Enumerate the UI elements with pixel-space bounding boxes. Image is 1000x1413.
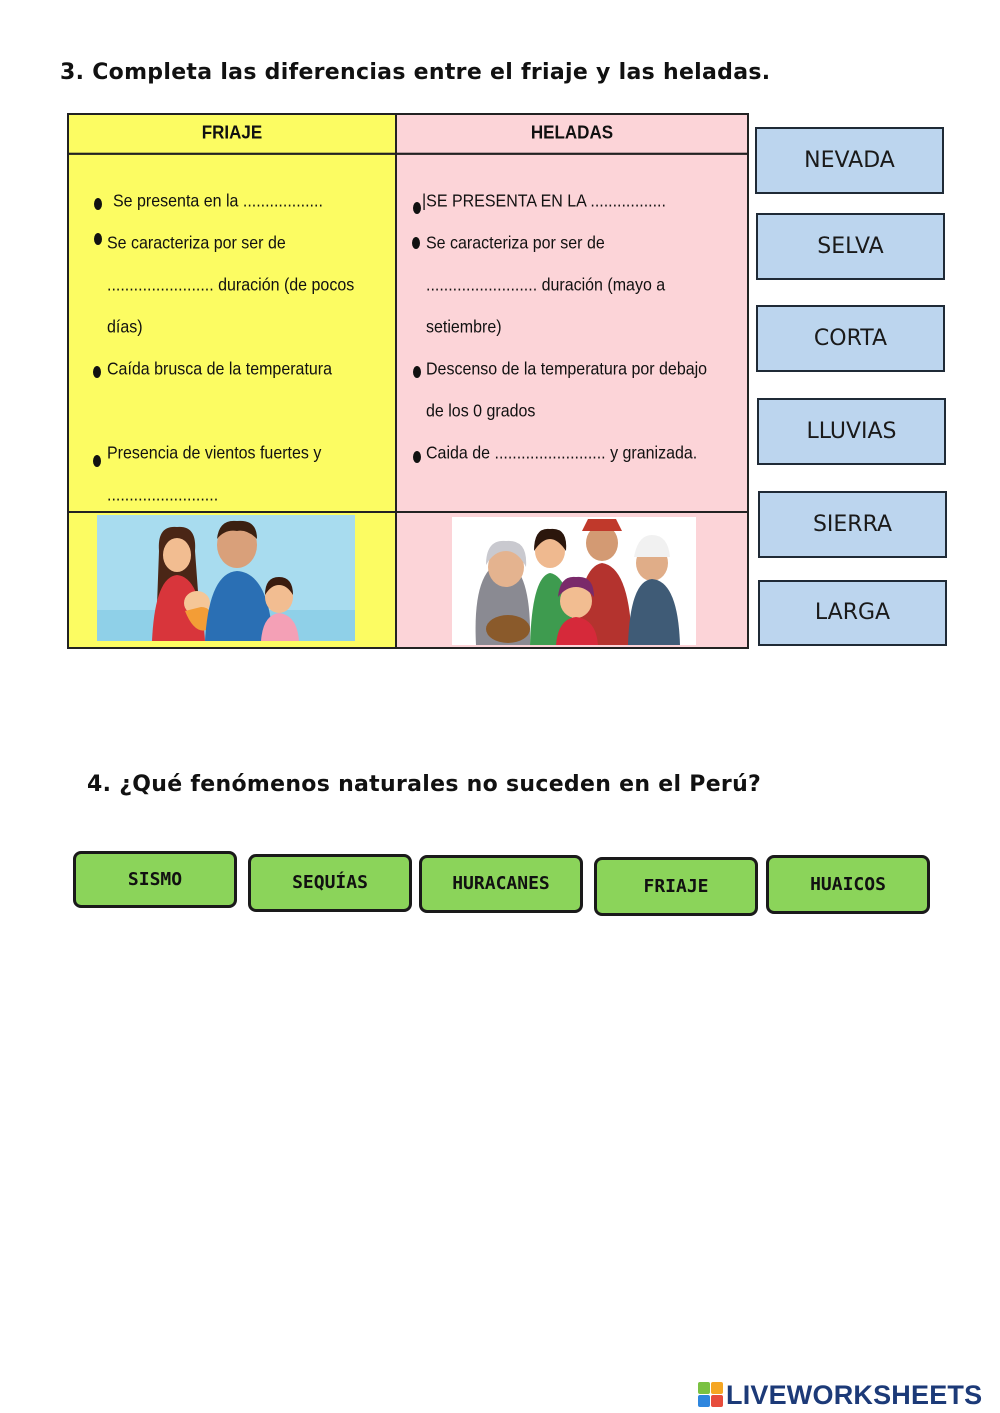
option-friaje[interactable]: FRIAJE (594, 857, 758, 916)
friaje-line: Se caracteriza por ser de (107, 234, 286, 253)
word-card-nevada[interactable]: NEVADA (755, 127, 944, 194)
friaje-line: ........................ duración (de pocos (107, 276, 355, 295)
option-huracanes[interactable]: HURACANES (419, 855, 583, 913)
friaje-column (69, 115, 397, 513)
brand-name: LIVEWORKSHEETS (726, 1379, 983, 1410)
heladas-line: |SE PRESENTA EN LA ................. (422, 192, 666, 211)
family-warm-illustration (97, 515, 355, 641)
bullet-icon (94, 198, 102, 210)
friaje-line: ......................... (107, 486, 219, 505)
option-sequias[interactable]: SEQUÍAS (248, 854, 412, 912)
heladas-line: ......................... duración (mayo a (426, 276, 666, 295)
bullet-icon (94, 233, 102, 245)
comparison-table (67, 113, 749, 649)
word-card-larga[interactable]: LARGA (758, 580, 947, 646)
word-card-sierra[interactable]: SIERRA (758, 491, 947, 558)
heladas-line: Descenso de la temperatura por debajo (426, 360, 708, 379)
bullet-icon (93, 366, 101, 378)
bullet-icon (412, 237, 420, 249)
heladas-line: Caida de ......................... y granizada. (426, 444, 698, 463)
question-4-title: 4. ¿Qué fenómenos naturales no suceden en el Perú? (87, 772, 762, 797)
heladas-header: HELADAS (397, 113, 747, 155)
family-cold-illustration (452, 517, 696, 645)
friaje-line: Presencia de vientos fuertes y (107, 444, 322, 463)
liveworksheets-logo-icon (698, 1382, 724, 1408)
illustration-row (69, 511, 747, 647)
word-card-corta[interactable]: CORTA (756, 305, 945, 372)
bullet-icon (413, 202, 421, 214)
bullet-icon (413, 366, 421, 378)
option-huaicos[interactable]: HUAICOS (766, 855, 930, 914)
friaje-image-cell (69, 513, 397, 647)
liveworksheets-logo (698, 1378, 982, 1412)
heladas-line: Se caracteriza por ser de (426, 234, 605, 253)
word-card-selva[interactable]: SELVA (756, 213, 945, 280)
friaje-line: días) (107, 318, 143, 337)
friaje-line: Se presenta en la .................. (113, 192, 323, 211)
friaje-line: Caída brusca de la temperatura (107, 360, 333, 379)
heladas-image-cell (397, 513, 747, 647)
word-card-lluvias[interactable]: LLUVIAS (757, 398, 946, 465)
bullet-icon (413, 451, 421, 463)
heladas-line: de los 0 grados (426, 402, 536, 421)
heladas-column (397, 115, 747, 513)
heladas-line: setiembre) (426, 318, 502, 337)
option-sismo[interactable]: SISMO (73, 851, 237, 908)
bullet-icon (93, 455, 101, 467)
question-3-title: 3. Completa las diferencias entre el friaje y las heladas. (60, 60, 771, 85)
friaje-header: FRIAJE (69, 113, 395, 155)
